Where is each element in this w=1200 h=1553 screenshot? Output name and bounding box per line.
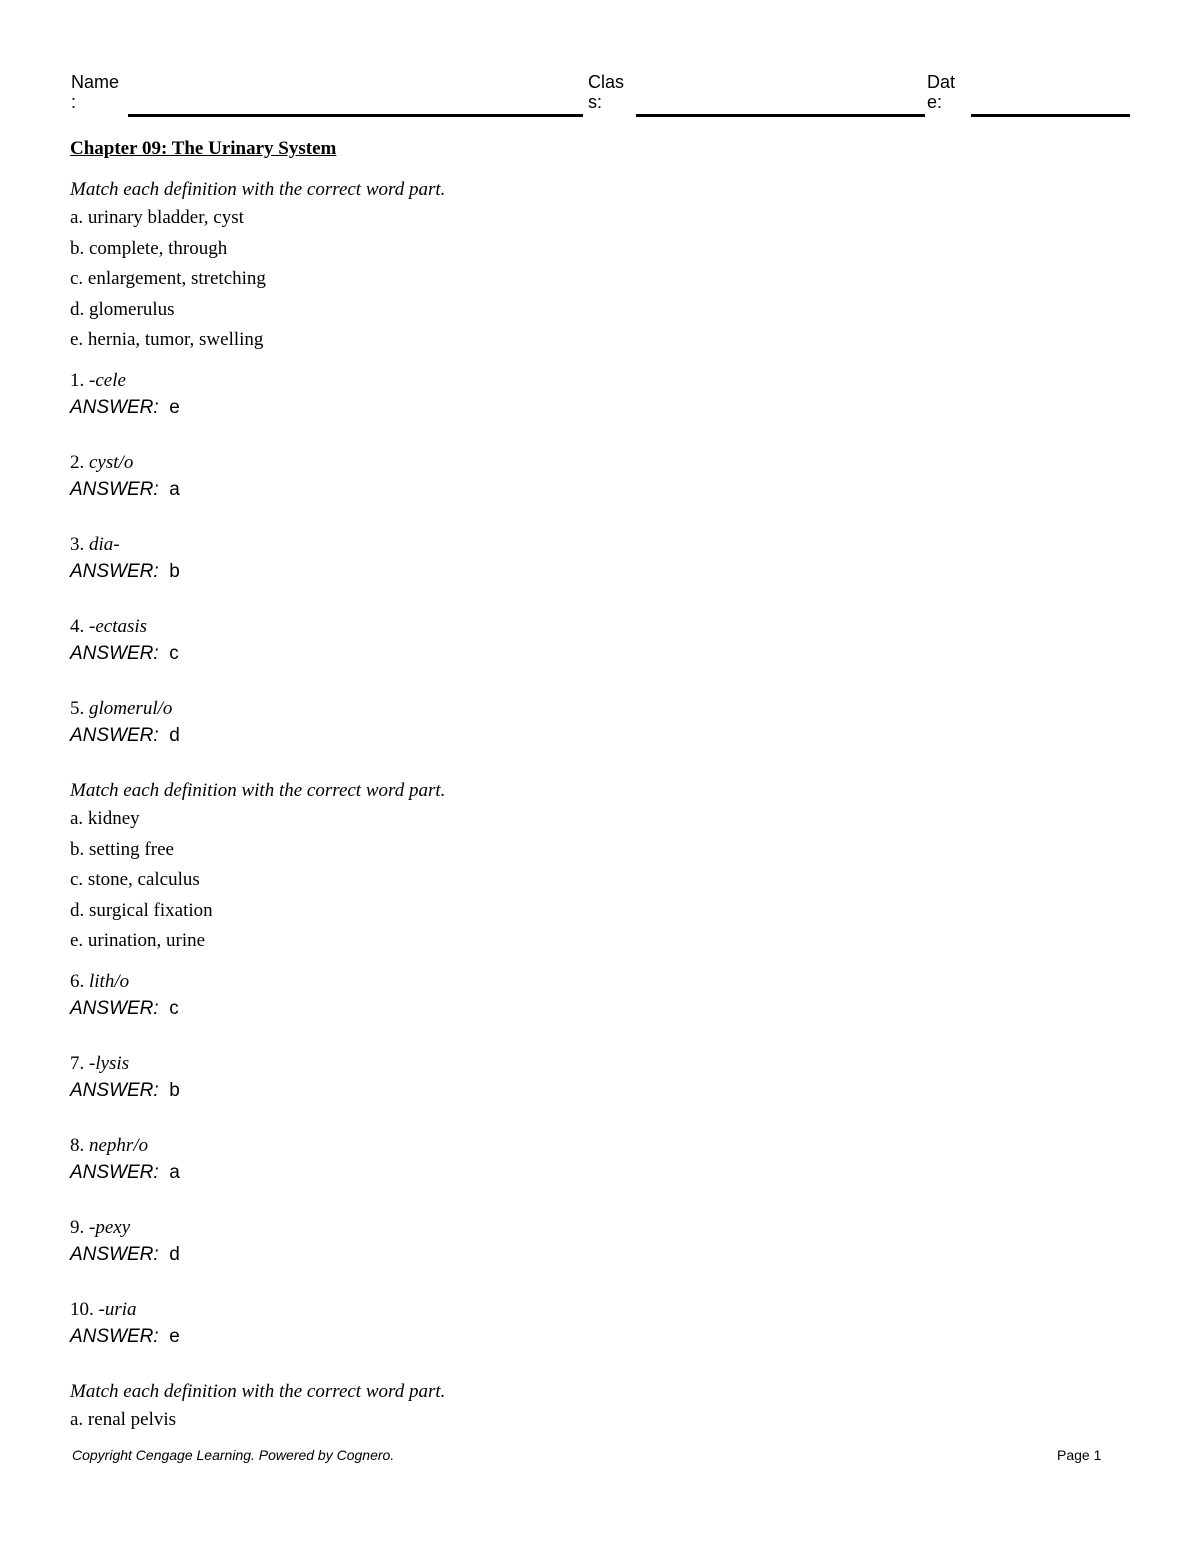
chapter-title: Chapter 09: The Urinary System — [70, 138, 337, 159]
option-list — [70, 1405, 1130, 1436]
answer-label: ANSWER: — [70, 478, 159, 500]
answer-value: a — [169, 1161, 180, 1183]
question-term: -ectasis — [89, 615, 148, 637]
option-item: a. renal pelvis — [70, 1408, 177, 1430]
question-number: 8. — [70, 1134, 89, 1156]
option-list — [70, 804, 1130, 957]
class-field-line[interactable] — [636, 114, 925, 117]
answer-label: ANSWER: — [70, 560, 159, 582]
answer-label: ANSWER: — [70, 642, 159, 664]
question-number: 10. — [70, 1298, 99, 1320]
option-item: b. setting free — [70, 838, 174, 860]
question-number: 3. — [70, 533, 89, 555]
question-term: -lysis — [89, 1052, 130, 1074]
answer-label: ANSWER: — [70, 1161, 159, 1183]
option-item: d. surgical fixation — [70, 899, 213, 921]
question-item — [70, 532, 1130, 586]
option-item: a. urinary bladder, cyst — [70, 207, 244, 228]
option-item: c. enlargement, stretching — [70, 268, 266, 290]
question-term: -uria — [98, 1298, 137, 1320]
question-item — [70, 1215, 1130, 1269]
answer-value: e — [169, 396, 180, 418]
question-term: cyst/o — [89, 451, 134, 473]
option-item: c. stone, calculus — [70, 869, 200, 891]
answer-value: c — [169, 997, 179, 1019]
answer-label: ANSWER: — [70, 1079, 159, 1101]
answer-label: ANSWER: — [70, 1243, 159, 1265]
option-list — [70, 203, 1130, 356]
question-term: -cele — [89, 369, 126, 391]
question-number: 4. — [70, 615, 89, 637]
date-label: Dat e: — [927, 72, 956, 112]
answer-value: b — [169, 560, 180, 582]
answer-label: ANSWER: — [70, 1325, 159, 1347]
name-label: Name : — [71, 72, 120, 112]
option-item: e. hernia, tumor, swelling — [70, 329, 264, 351]
group-instruction: Match each definition with the correct word part. — [70, 1380, 446, 1402]
matching-group-3 — [70, 1379, 1130, 1436]
question-term: dia- — [89, 533, 120, 555]
question-term: lith/o — [89, 970, 130, 992]
question-number: 9. — [70, 1216, 89, 1238]
question-number: 7. — [70, 1052, 89, 1074]
option-item: e. urination, urine — [70, 930, 206, 952]
footer-copyright: Copyright Cengage Learning. Powered by Cognero. — [72, 1447, 395, 1463]
document-body — [70, 137, 1130, 1436]
matching-group-1 — [70, 177, 1130, 750]
question-item — [70, 696, 1130, 750]
question-item — [70, 450, 1130, 504]
name-field-line[interactable] — [128, 114, 583, 117]
date-field-line[interactable] — [971, 114, 1130, 117]
question-item — [70, 1297, 1130, 1351]
question-term: nephr/o — [89, 1134, 149, 1156]
question-item — [70, 1133, 1130, 1187]
question-number: 6. — [70, 970, 89, 992]
answer-value: d — [169, 724, 180, 746]
question-term: -pexy — [89, 1216, 131, 1238]
page-number: Page 1 — [1057, 1447, 1102, 1463]
question-term: glomerul/o — [89, 697, 173, 719]
question-item — [70, 614, 1130, 668]
answer-value: a — [169, 478, 180, 500]
answer-value: b — [169, 1079, 180, 1101]
answer-value: c — [169, 642, 179, 664]
answer-label: ANSWER: — [70, 997, 159, 1019]
group-instruction: Match each definition with the correct word part. — [70, 179, 446, 200]
question-number: 2. — [70, 451, 89, 473]
answer-label: ANSWER: — [70, 724, 159, 746]
option-item: d. glomerulus — [70, 298, 175, 320]
question-number: 5. — [70, 697, 89, 719]
question-item — [70, 969, 1130, 1023]
matching-group-2 — [70, 778, 1130, 1351]
option-item: b. complete, through — [70, 237, 228, 259]
class-label: Clas s: — [588, 72, 625, 112]
answer-value: d — [169, 1243, 180, 1265]
answer-label: ANSWER: — [70, 396, 159, 418]
question-number: 1. — [70, 369, 89, 391]
group-instruction: Match each definition with the correct word part. — [70, 779, 446, 801]
answer-value: e — [169, 1325, 180, 1347]
question-item — [70, 368, 1130, 422]
option-item: a. kidney — [70, 807, 140, 829]
question-item — [70, 1051, 1130, 1105]
